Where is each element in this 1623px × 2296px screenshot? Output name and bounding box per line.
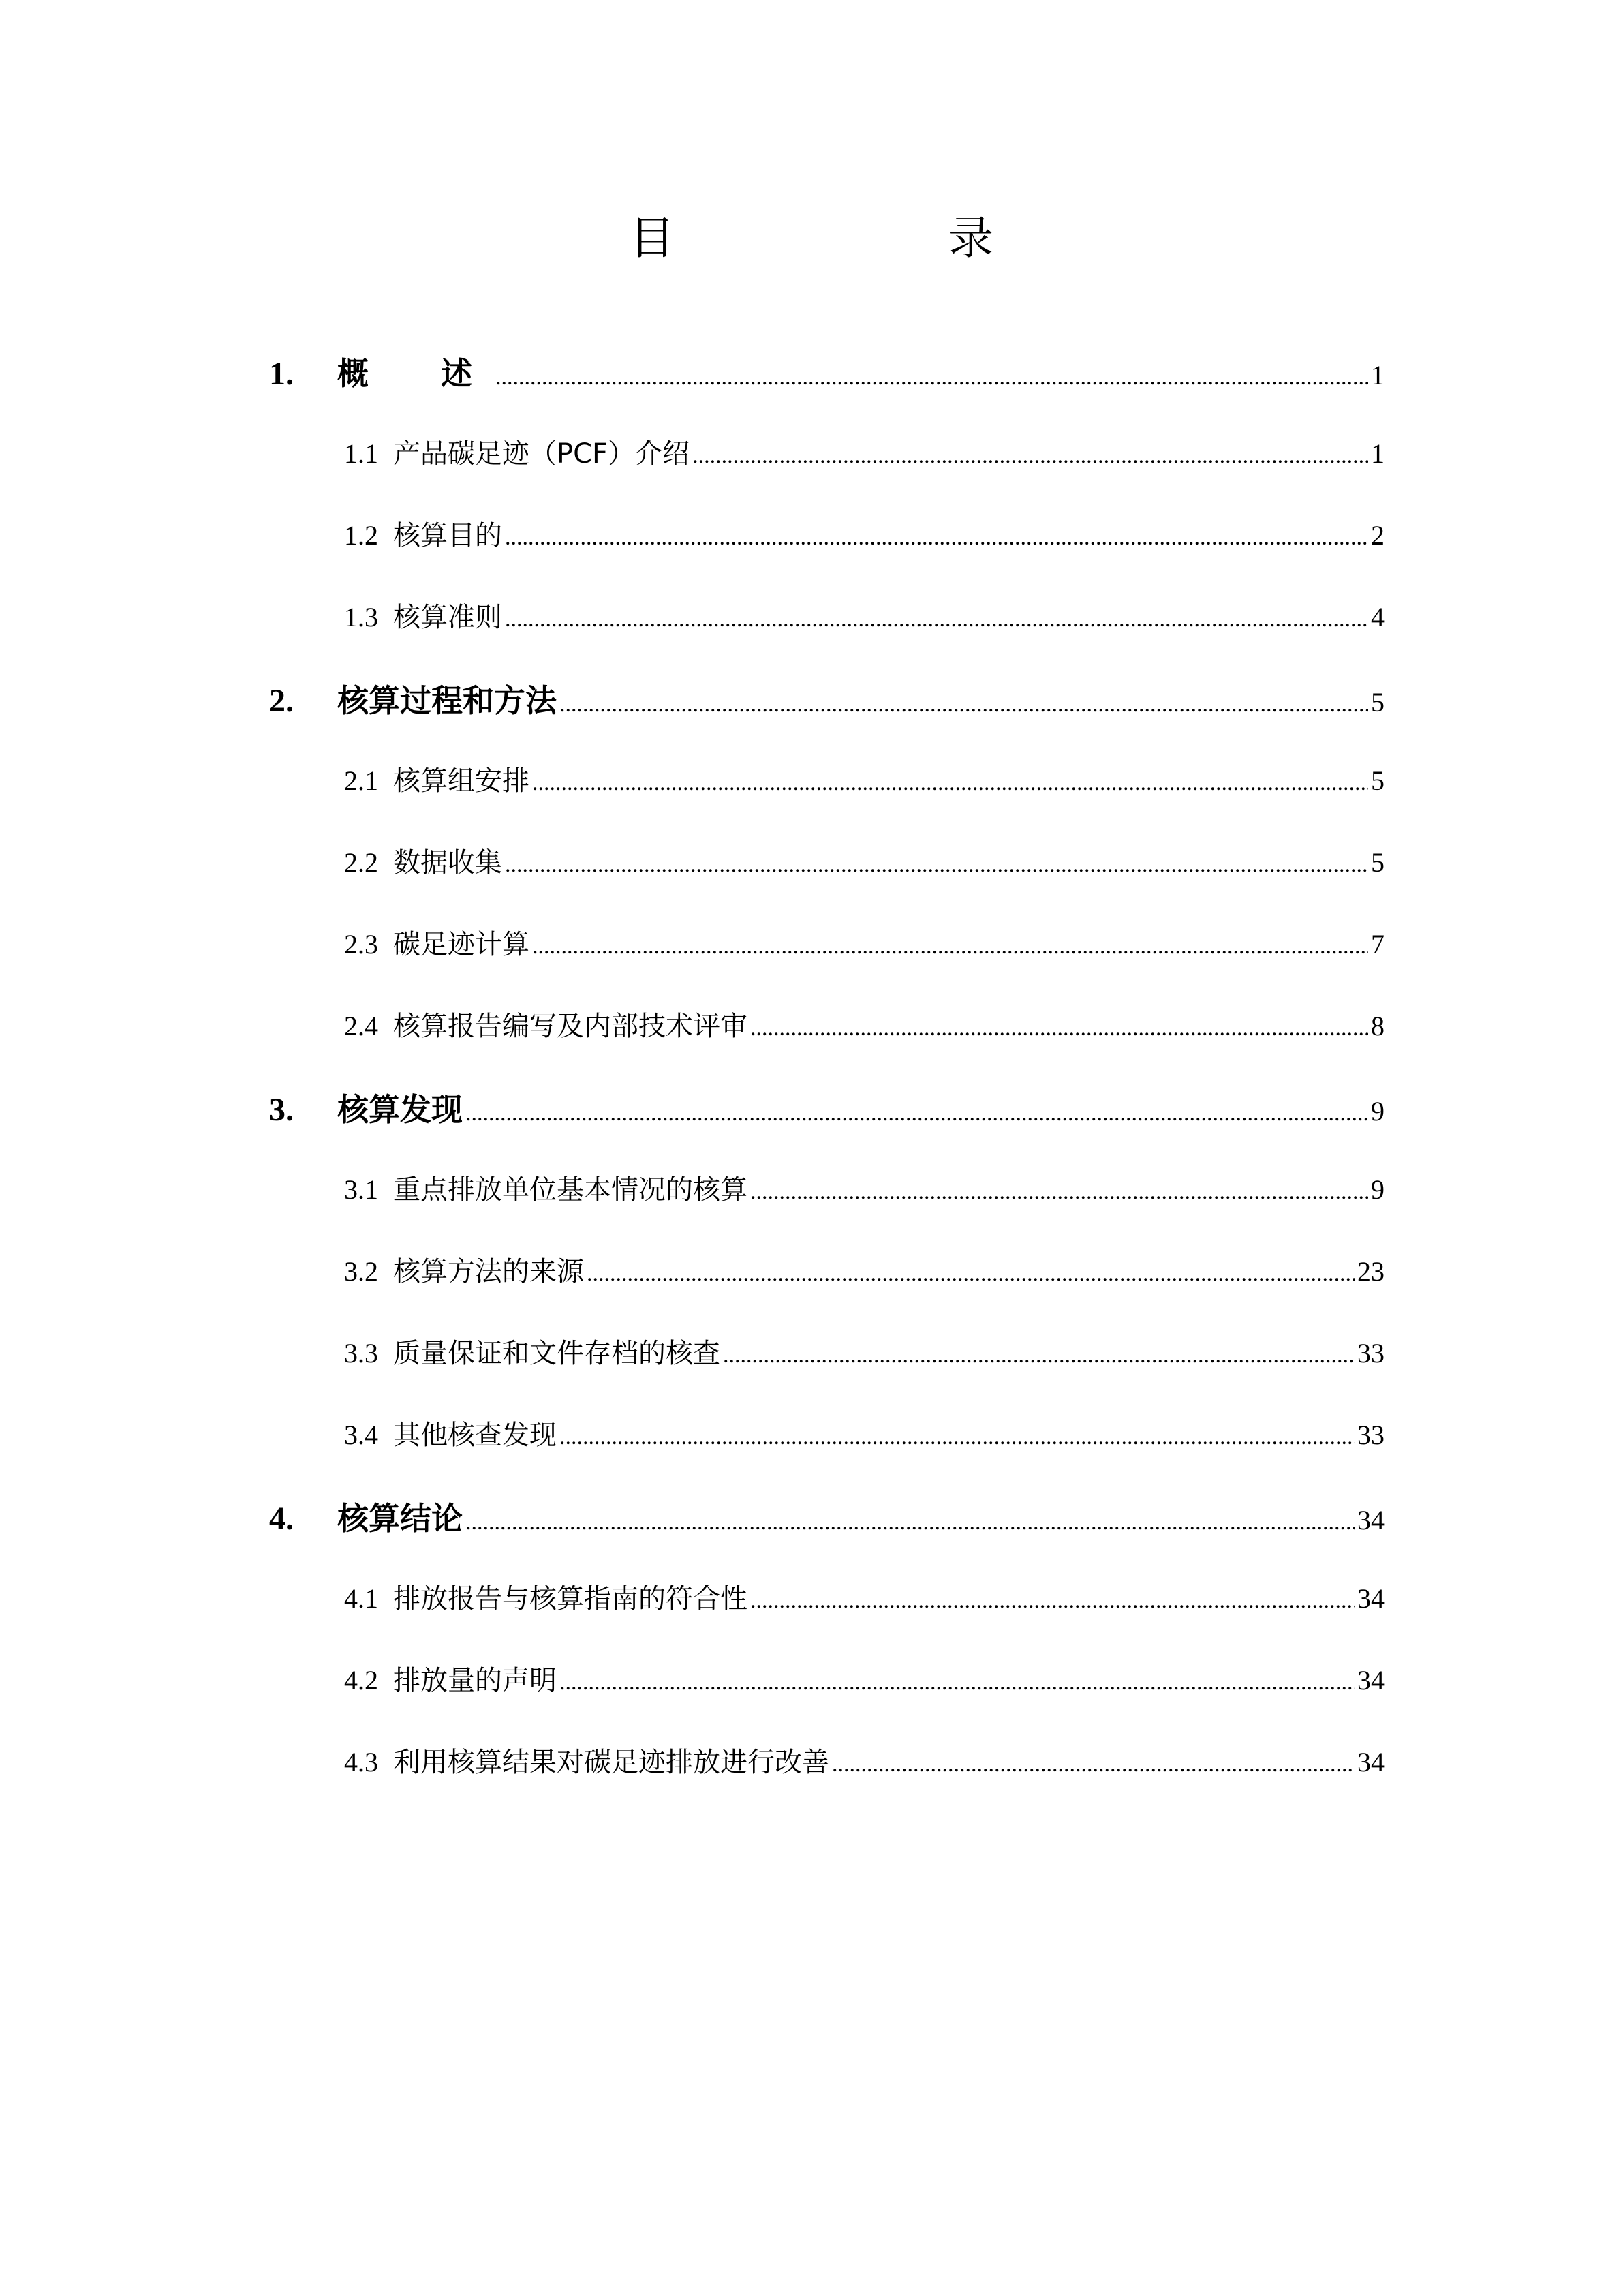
toc-entry-label: 数据收集	[393, 847, 502, 878]
toc-entry-page: 34	[1357, 1505, 1385, 1535]
toc-entry-number: 3.1	[344, 1174, 378, 1205]
toc-entry-page: 34	[1357, 1747, 1385, 1777]
toc-entry-number: 1.1	[344, 438, 378, 469]
toc-entry-4-3[interactable]	[344, 1741, 1385, 1779]
toc-entry-page: 4	[1371, 602, 1385, 632]
dot-leader	[505, 526, 1368, 549]
toc-title: 目 录	[630, 212, 1055, 264]
toc-entry-1-2[interactable]	[344, 514, 1385, 553]
toc-entry-number: 4.2	[344, 1665, 378, 1696]
toc-entry-label: 核算准则	[393, 602, 502, 633]
toc-entry-page: 23	[1357, 1256, 1385, 1287]
toc-entry-label: 利用核算结果对碳足迹排放进行改善	[393, 1747, 829, 1778]
dot-leader	[587, 1262, 1355, 1285]
toc-entry-label: 核算报告编写及内部技术评审	[393, 1011, 747, 1042]
dot-leader	[723, 1344, 1355, 1367]
toc-entry-2-2[interactable]	[344, 841, 1385, 880]
toc-entry-label: 质量保证和文件存档的核查	[393, 1338, 720, 1369]
dot-leader	[559, 1671, 1355, 1694]
toc-entry-3-4[interactable]	[344, 1413, 1385, 1452]
toc-entry-1[interactable]	[269, 349, 1385, 394]
toc-entry-label: 核算目的	[393, 520, 502, 551]
toc-entry-3[interactable]	[269, 1085, 1385, 1130]
toc-entry-page: 5	[1371, 847, 1385, 878]
toc-entry-page: 33	[1357, 1420, 1385, 1450]
toc-entry-number: 2.3	[344, 929, 378, 960]
toc-entry-number: 4.	[269, 1501, 294, 1537]
toc-entry-label: 概 述	[337, 355, 493, 392]
toc-entry-1-3[interactable]	[344, 596, 1385, 634]
toc-entry-label: 核算过程和方法	[337, 682, 557, 719]
toc-entry-2-3[interactable]	[344, 923, 1385, 962]
toc-entry-number: 4.1	[344, 1583, 378, 1614]
toc-entry-number: 1.3	[344, 602, 378, 632]
toc-entry-number: 4.3	[344, 1747, 378, 1777]
toc-entry-number: 3.4	[344, 1420, 378, 1450]
toc-entry-2[interactable]	[269, 676, 1385, 721]
dot-leader	[495, 366, 1368, 389]
toc-entry-number: 2.4	[344, 1011, 378, 1041]
dot-leader	[750, 1589, 1355, 1612]
toc-entry-4[interactable]	[269, 1494, 1385, 1539]
dot-leader	[465, 1511, 1355, 1534]
toc-entry-page: 34	[1357, 1665, 1385, 1696]
dot-leader	[532, 771, 1368, 795]
toc-entry-number: 3.	[269, 1092, 294, 1128]
dot-leader	[505, 853, 1368, 876]
toc-entry-label: 核算组安排	[393, 765, 529, 797]
toc-entry-3-2[interactable]	[344, 1250, 1385, 1289]
toc-entry-page: 1	[1371, 360, 1385, 391]
toc-entry-number: 1.2	[344, 520, 378, 551]
toc-entry-number: 1.	[269, 356, 294, 392]
dot-leader	[532, 935, 1368, 958]
toc-entry-number: 3.3	[344, 1338, 378, 1368]
toc-entry-3-3[interactable]	[344, 1332, 1385, 1371]
toc-entry-2-4[interactable]	[344, 1005, 1385, 1043]
toc-entry-number: 2.1	[344, 765, 378, 796]
toc-entry-page: 33	[1357, 1338, 1385, 1368]
toc-entry-label: 其他核查发现	[393, 1420, 557, 1451]
toc-entry-3-1[interactable]	[344, 1168, 1385, 1207]
toc-entry-page: 5	[1371, 765, 1385, 796]
toc-entry-label: 核算方法的来源	[393, 1256, 584, 1287]
toc-entry-label: 排放量的声明	[393, 1665, 557, 1696]
toc-entry-4-1[interactable]	[344, 1577, 1385, 1616]
dot-leader	[692, 444, 1368, 468]
dot-leader	[832, 1753, 1355, 1776]
toc-entry-label: 核算结论	[337, 1500, 463, 1537]
toc-entry-number: 2.	[269, 683, 294, 719]
dot-leader	[750, 1017, 1368, 1040]
dot-leader	[559, 693, 1368, 716]
toc-entry-label: 核算发现	[337, 1091, 463, 1128]
toc-entry-page: 1	[1371, 438, 1385, 469]
dot-leader	[750, 1180, 1368, 1204]
toc-entry-number: 2.2	[344, 847, 378, 878]
toc-entry-number: 3.2	[344, 1256, 378, 1287]
toc-entry-page: 5	[1371, 687, 1385, 718]
toc-entry-page: 7	[1371, 929, 1385, 960]
toc-entry-label: 排放报告与核算指南的符合性	[393, 1583, 747, 1614]
toc-entry-label: 产品碳足迹（PCF）介绍	[393, 438, 690, 470]
toc-entry-2-1[interactable]	[344, 759, 1385, 798]
dot-leader	[465, 1102, 1368, 1125]
toc-entry-label: 重点排放单位基本情况的核算	[393, 1174, 747, 1206]
dot-leader	[505, 608, 1368, 631]
toc-entry-4-2[interactable]	[344, 1659, 1385, 1698]
toc-entry-page: 9	[1371, 1096, 1385, 1127]
toc-entry-1-1[interactable]	[344, 432, 1385, 471]
toc-entry-page: 9	[1371, 1174, 1385, 1205]
toc-entry-page: 34	[1357, 1583, 1385, 1614]
toc-entry-page: 2	[1371, 520, 1385, 551]
dot-leader	[559, 1426, 1355, 1449]
toc-entry-page: 8	[1371, 1011, 1385, 1041]
toc-entry-label: 碳足迹计算	[393, 929, 529, 960]
